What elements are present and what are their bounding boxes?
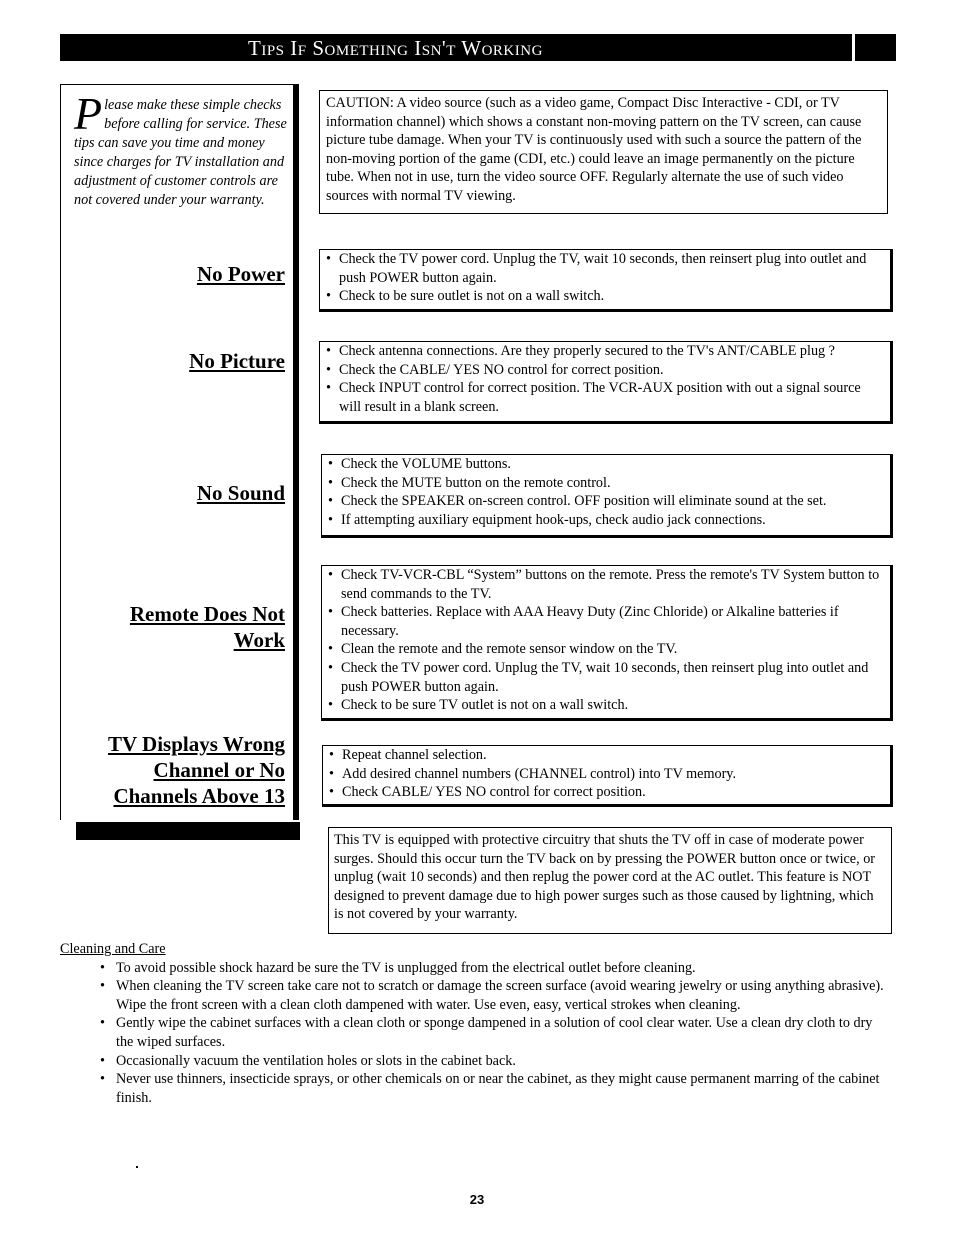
list-item: • Check the CABLE/ YES NO control for correct position. bbox=[326, 361, 664, 378]
list-item: • Clean the remote and the remote sensor window on the TV. bbox=[328, 641, 678, 658]
heading-remote-line2: Work bbox=[233, 628, 285, 652]
list-item: • Check antenna connections. Are they properly secured to the TV's ANT/CABLE plug ? bbox=[326, 343, 835, 359]
heading-no-picture: No Picture bbox=[189, 349, 285, 373]
list-item: • Check to be sure outlet is not on a wall switch. bbox=[326, 288, 605, 305]
list-item: • Add desired channel numbers (CHANNEL control) into TV memory. bbox=[329, 765, 737, 782]
intro-text: lease make these simple checks before calling for service. These tips can save you time and money since charges for TV installation and adjustment of customer controls are not covered under your warranty. bbox=[74, 97, 287, 208]
list-item: • Check the VOLUME buttons. bbox=[328, 456, 511, 472]
cleaning-section bbox=[60, 940, 890, 1107]
list-item: • Check batteries. Replace with AAA Heavy Duty (Zinc Chloride) or Alkaline batteries if necessary. bbox=[328, 604, 839, 639]
page-number: 23 bbox=[469, 1192, 485, 1207]
list-item: • Check the TV power cord. Unplug the TV, wait 10 seconds, then reinsert plug into outlet and push POWER button again. bbox=[326, 251, 867, 286]
intro-dropcap: P bbox=[74, 88, 103, 139]
caution-box bbox=[319, 90, 888, 214]
list-item: • Check CABLE/ YES NO control for correct position. bbox=[329, 784, 646, 801]
list-item: • When cleaning the TV screen take care not to scratch or damage the screen surface (avoid wearing jewelry or using anything abrasive). Wipe the front screen with a clean cloth dampened with water. Use even, easy, vertical strokes when cleaning. bbox=[100, 978, 884, 1013]
stray-mark bbox=[136, 1166, 138, 1168]
surge-text: This TV is equipped with protective circuitry that shuts the TV off in case of moderate power surges. Should this occur turn the TV back on by pressing the POWER button once or twice, or unplug (wait 10 seconds) and then replug the power cord at the AC outlet. This feature is NOT designed to prevent damage due to high power surges such as those caused by lightning, which is not covered by your warranty. bbox=[334, 832, 876, 923]
heading-no-sound: No Sound bbox=[196, 481, 285, 505]
heading-remote-line1: Remote Does Not bbox=[129, 602, 285, 626]
page-title: Tips If Something Isn't Working bbox=[248, 36, 543, 60]
remote-box bbox=[321, 565, 893, 721]
caution-text: CAUTION: A video source (such as a video game, Compact Disc Interactive - CDI, or TV information channel) which shows a constant non-moving pattern on the TV screen, can cause picture tube damage. When your TV is continuously used with such a source the pattern of the non-moving portion of the game (CDI, etc.) could leave an image permanently on the picture tube. When not in use, turn the video source OFF. Regularly alternate the use of such video sources with normal TV viewing. bbox=[326, 95, 862, 204]
list-item: • Check the SPEAKER on-screen control. OFF position will eliminate sound at the set. bbox=[328, 493, 827, 510]
list-item: • Occasionally vacuum the ventilation holes or slots in the cabinet back. bbox=[100, 1052, 516, 1069]
no-power-box bbox=[319, 249, 893, 312]
list-item: • Repeat channel selection. bbox=[329, 747, 487, 763]
heading-channel-line1: TV Displays Wrong bbox=[107, 732, 285, 756]
channel-box bbox=[322, 745, 893, 807]
cleaning-title: Cleaning and Care bbox=[60, 941, 166, 957]
list-item: • Check to be sure TV outlet is not on a wall switch. bbox=[328, 697, 629, 714]
heading-no-power: No Power bbox=[196, 262, 285, 286]
no-sound-box bbox=[321, 454, 893, 538]
list-item: • Gently wipe the cabinet surfaces with a clean cloth or sponge dampened in a solution of cool clear water. Use a clean dry cloth to dry the wiped surfaces. bbox=[100, 1015, 873, 1050]
list-item: • To avoid possible shock hazard be sure the TV is unplugged from the electrical outlet before cleaning. bbox=[100, 959, 696, 976]
intro-note bbox=[74, 88, 294, 210]
list-item: • If attempting auxiliary equipment hook-ups, check audio jack connections. bbox=[328, 511, 766, 528]
surge-protection-box bbox=[328, 827, 892, 934]
heading-channel-line3: Channels Above 13 bbox=[113, 784, 285, 808]
list-item: • Check the MUTE button on the remote control. bbox=[328, 474, 611, 491]
brand-logo-icon bbox=[908, 37, 954, 58]
list-item: • Check INPUT control for correct position. The VCR-AUX position with out a signal source will result in a blank screen. bbox=[326, 380, 861, 415]
page-header-banner bbox=[60, 34, 896, 61]
list-item: • Check TV-VCR-CBL “System” buttons on the remote. Press the remote's TV System button to send commands to the TV. bbox=[328, 567, 880, 602]
list-item: • Check the TV power cord. Unplug the TV, wait 10 seconds, then reinsert plug into outlet and push POWER button again. bbox=[328, 659, 869, 695]
no-picture-box bbox=[319, 341, 893, 424]
sidebar-shadow bbox=[76, 822, 300, 840]
banner-divider bbox=[852, 34, 855, 61]
list-item: • Never use thinners, insecticide sprays, or other chemicals on or near the cabinet, as they might cause permanent marring of the cabinet finish. bbox=[100, 1071, 880, 1106]
heading-channel-line2: Channel or No bbox=[153, 758, 285, 782]
